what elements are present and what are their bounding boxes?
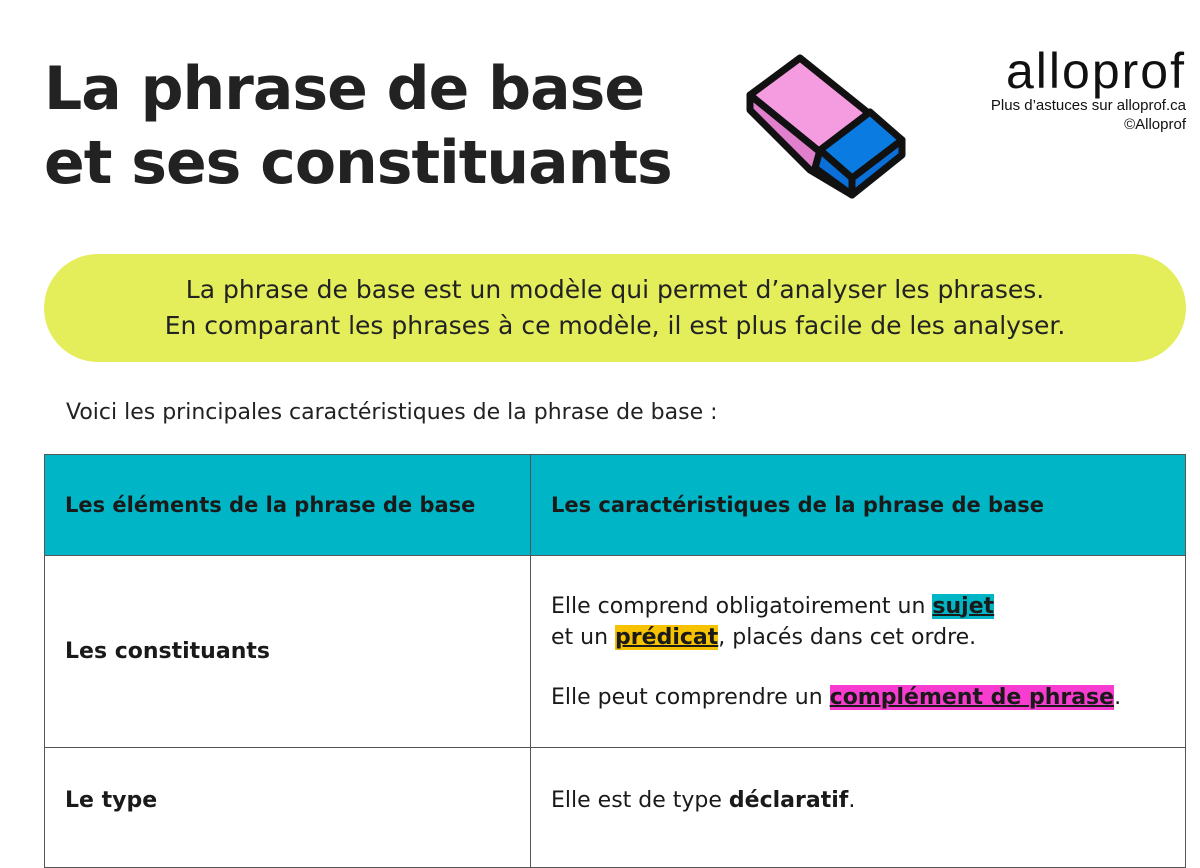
header-characteristics: Les caractéristiques de la phrase de base: [531, 455, 1186, 556]
sujet-highlight: sujet: [932, 593, 995, 619]
table-header-row: [45, 455, 1186, 556]
element-cell: Les constituants: [45, 556, 531, 748]
characteristics-table: [44, 454, 1186, 868]
characteristic-cell: Elle est de type déclaratif.: [531, 748, 1186, 868]
predicat-highlight: prédicat: [615, 624, 719, 650]
table-row: [45, 556, 1186, 748]
characteristic-cell: Elle comprend obligatoirement un sujet et un prédicat, placés dans cet ordre. Elle peut comprendre un complément de phrase.: [531, 556, 1186, 748]
header-elements: Les éléments de la phrase de base: [45, 455, 531, 556]
definition-banner: La phrase de base est un modèle qui permet d’analyser les phrases. En comparant les phrases à ce modèle, il est plus facile de les analyser.: [44, 254, 1186, 362]
eraser-icon: [740, 50, 910, 205]
element-cell: Le type: [45, 748, 531, 868]
alloprof-logo: alloprof Plus d’astuces sur alloprof.ca ©Alloprof: [990, 43, 1186, 133]
complement-highlight: complément de phrase: [829, 684, 1115, 710]
page-title: La phrase de base et ses constituants: [44, 54, 672, 198]
table-row: [45, 748, 1186, 868]
intro-text: Voici les principales caractéristiques de la phrase de base :: [66, 400, 718, 425]
